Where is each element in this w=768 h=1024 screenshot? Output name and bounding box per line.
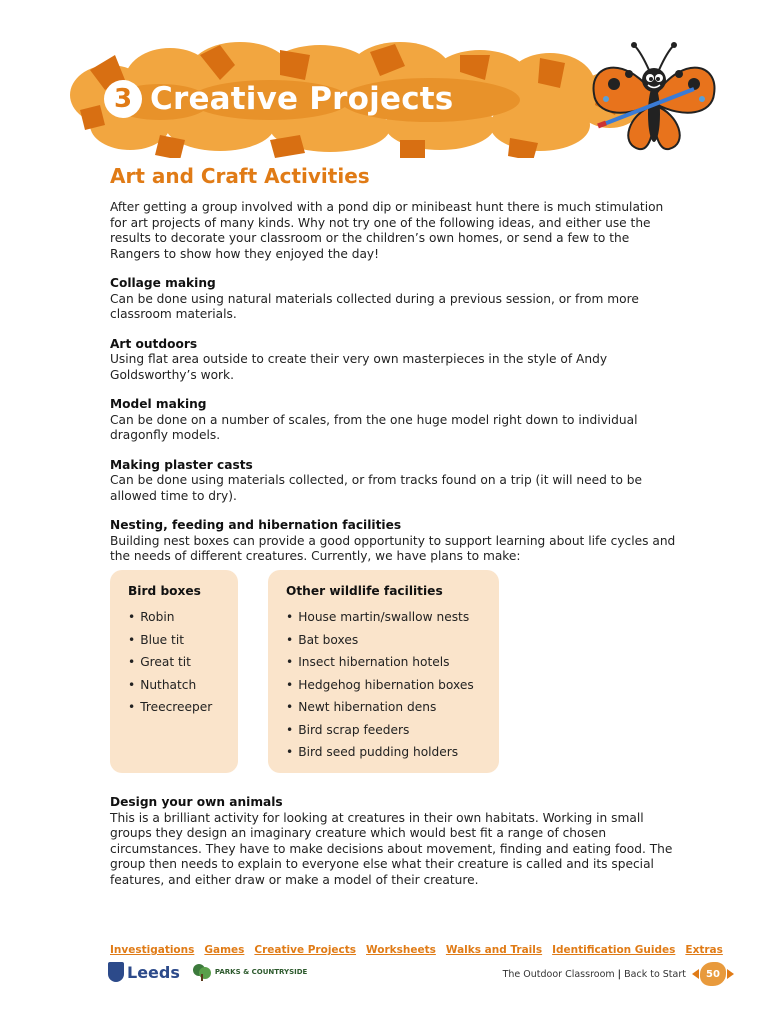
- panel-title: Other wildlife facilities: [286, 584, 443, 598]
- footer-logos: [108, 962, 307, 982]
- publication-title: The Outdoor Classroom: [502, 968, 615, 980]
- crest-icon: [108, 962, 124, 982]
- nav-link-worksheets[interactable]: Worksheets: [366, 944, 436, 956]
- list-item: • Blue tit: [128, 629, 238, 652]
- item-art-outdoors: [110, 337, 682, 384]
- list-item: • Insect hibernation hotels: [286, 651, 499, 674]
- item-text: Building nest boxes can provide a good opportunity to support learning about life cycles and the needs of different creatures. Currently, we have plans to make:: [110, 533, 676, 563]
- item-text: Using flat area outside to create their very own masterpieces in the style of Andy Goldsworthy’s work.: [110, 352, 608, 382]
- list-item: • House martin/swallow nests: [286, 606, 499, 629]
- next-page-arrow-icon[interactable]: [727, 969, 734, 979]
- section-title: Art and Craft Activities: [110, 164, 370, 188]
- item-title: Nesting, feeding and hibernation facilities: [110, 518, 402, 532]
- item-text: Can be done using materials collected, or from tracks found on a trip (it will need to be allowed time to dry).: [110, 473, 643, 503]
- nav-link-investigations[interactable]: Investigations: [110, 944, 195, 956]
- list-item: • Bird scrap feeders: [286, 719, 499, 742]
- back-to-start-link[interactable]: Back to Start: [624, 968, 686, 980]
- separator: |: [617, 968, 622, 980]
- design-animals-section: [110, 795, 682, 888]
- design-text: This is a brilliant activity for looking at creatures in their own habitats. Working in small groups they design an imaginary creature which would best fit a range of chosen circumstances. They have to make decisions about movement, finding and eating food. The group then needs to explain to everyone else what their creature is called and its special features, and either draw or make a model of their creature.: [110, 810, 673, 887]
- item-title: Making plaster casts: [110, 457, 253, 472]
- butterfly-mascot-icon: [584, 34, 724, 164]
- nav-link-walks-and-trails[interactable]: Walks and Trails: [445, 944, 543, 956]
- list-item: • Nuthatch: [128, 674, 238, 697]
- list-item: • Treecreeper: [128, 696, 238, 719]
- parks-logo-text: PARKS & COUNTRYSIDE: [214, 968, 308, 976]
- page-number: 50: [700, 962, 726, 986]
- list-item: • Hedgehog hibernation boxes: [286, 674, 499, 697]
- nav-link-games[interactable]: Games: [204, 944, 245, 956]
- leaf-icon: [192, 962, 212, 982]
- footer-nav: [110, 944, 723, 956]
- parks-countryside-logo: [192, 962, 307, 982]
- chapter-title: Creative Projects: [150, 81, 454, 117]
- intro-paragraph: After getting a group involved with a pond dip or minibeast hunt there is much stimulation for art projects of many kinds. Why not try one of the following ideas, and either use the results to decorate your classroom or the children’s own homes, or send a few to the Rangers to show how they enjoyed the day!: [110, 200, 664, 261]
- item-model-making: [110, 397, 682, 444]
- item-collage: [110, 276, 682, 323]
- chapter-number-badge: 3: [104, 80, 142, 118]
- item-text: Can be done using natural materials collected during a previous session, or from more classroom materials.: [110, 291, 639, 321]
- nav-link-creative-projects[interactable]: Creative Projects: [254, 944, 357, 956]
- design-title: Design your own animals: [110, 795, 283, 809]
- footer-page-info: [503, 962, 734, 986]
- list-item: • Bird seed pudding holders: [286, 741, 499, 764]
- bird-boxes-panel: [110, 570, 238, 773]
- chapter-heading: [104, 80, 453, 118]
- item-title: Art outdoors: [110, 336, 198, 351]
- list-item: • Bat boxes: [286, 629, 499, 652]
- item-title: Collage making: [110, 276, 216, 290]
- list-item: • Newt hibernation dens: [286, 696, 499, 719]
- panel-title: Bird boxes: [128, 584, 201, 598]
- item-plaster-casts: [110, 458, 682, 505]
- item-title: Model making: [110, 397, 207, 411]
- list-item: • Great tit: [128, 651, 238, 674]
- main-content: [110, 200, 682, 579]
- other-facilities-list: [286, 606, 499, 764]
- item-nesting: [110, 518, 682, 565]
- other-facilities-panel: [268, 570, 499, 773]
- nav-link-identification-guides[interactable]: Identification Guides: [552, 944, 676, 956]
- nav-link-extras[interactable]: Extras: [685, 944, 723, 956]
- list-item: • Robin: [128, 606, 238, 629]
- item-text: Can be done on a number of scales, from the one huge model right down to individual dragonfly models.: [110, 412, 638, 442]
- leeds-logo-text: Leeds: [127, 962, 180, 982]
- leeds-council-logo: [108, 962, 180, 982]
- pager: [692, 962, 734, 986]
- prev-page-arrow-icon[interactable]: [692, 969, 699, 979]
- bird-boxes-list: [128, 606, 238, 719]
